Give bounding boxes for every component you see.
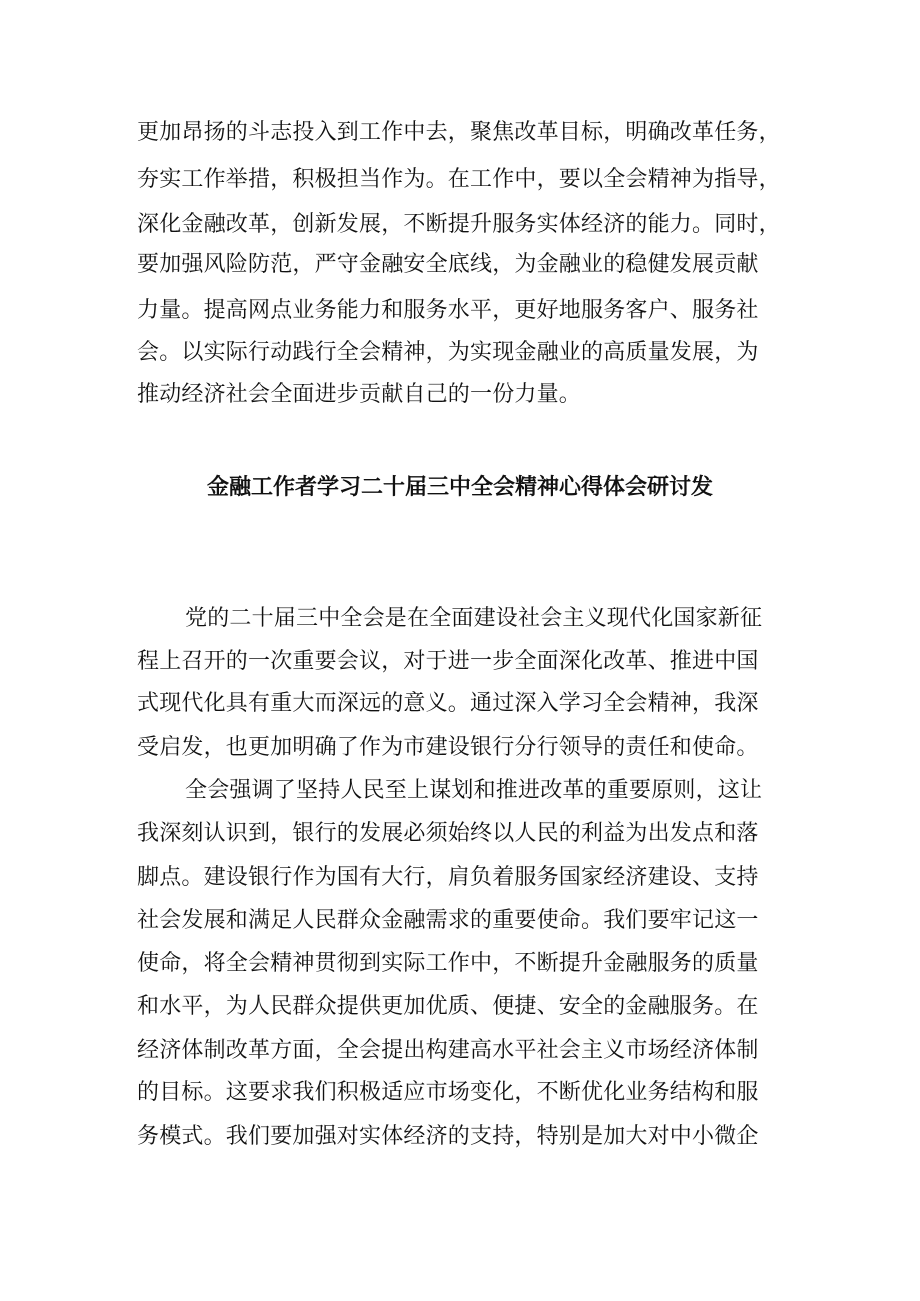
paragraph-line: 程上召开的一次重要会议，对于进一步全面深化改革、推进中国	[137, 649, 759, 674]
intro-line: 更加昂扬的斗志投入到工作中去，聚焦改革目标，明确改革任务，	[137, 120, 781, 145]
paragraph-line: 全会强调了坚持人民至上谋划和推进改革的重要原则，这让	[185, 778, 763, 803]
paragraph-line: 我深刻认识到，银行的发展必须始终以人民的利益为出发点和落	[137, 821, 759, 846]
paragraph-line: 和水平，为人民群众提供更加优质、便捷、安全的金融服务。在	[137, 994, 759, 1019]
intro-line: 夯实工作举措，积极担当作为。在工作中，要以全会精神为指导，	[137, 167, 781, 192]
paragraph-line: 受启发，也更加明确了作为市建设银行分行领导的责任和使命。	[137, 735, 759, 760]
intro-line: 会。以实际行动践行全会精神，为实现金融业的高质量发展，为	[137, 340, 759, 365]
paragraph-line: 的目标。这要求我们积极适应市场变化，不断优化业务结构和服	[137, 1080, 759, 1105]
paragraph-line: 社会发展和满足人民群众金融需求的重要使命。我们要牢记这一	[137, 908, 759, 933]
paragraph-line: 脚点。建设银行作为国有大行，肩负着服务国家经济建设、支持	[137, 865, 759, 890]
section-title: 金融工作者学习二十届三中全会精神心得体会研讨发	[206, 474, 713, 500]
intro-line: 推动经济社会全面进步贡献自己的一份力量。	[137, 382, 582, 407]
paragraph-line: 经济体制改革方面，全会提出构建高水平社会主义市场经济体制	[137, 1038, 759, 1063]
intro-line: 要加强风险防范，严守金融安全底线，为金融业的稳健发展贡献	[137, 252, 759, 277]
intro-line: 深化金融改革，创新发展，不断提升服务实体经济的能力。同时，	[137, 212, 781, 237]
paragraph-line: 党的二十届三中全会是在全面建设社会主义现代化国家新征	[185, 606, 763, 631]
paragraph-line: 务模式。我们要加强对实体经济的支持，特别是加大对中小微企	[137, 1124, 759, 1149]
paragraph-line: 式现代化具有重大而深远的意义。通过深入学习全会精神，我深	[137, 691, 759, 716]
intro-line: 力量。提高网点业务能力和服务水平，更好地服务客户、服务社	[137, 298, 759, 323]
paragraph-line: 使命，将全会精神贯彻到实际工作中，不断提升金融服务的质量	[137, 951, 759, 976]
